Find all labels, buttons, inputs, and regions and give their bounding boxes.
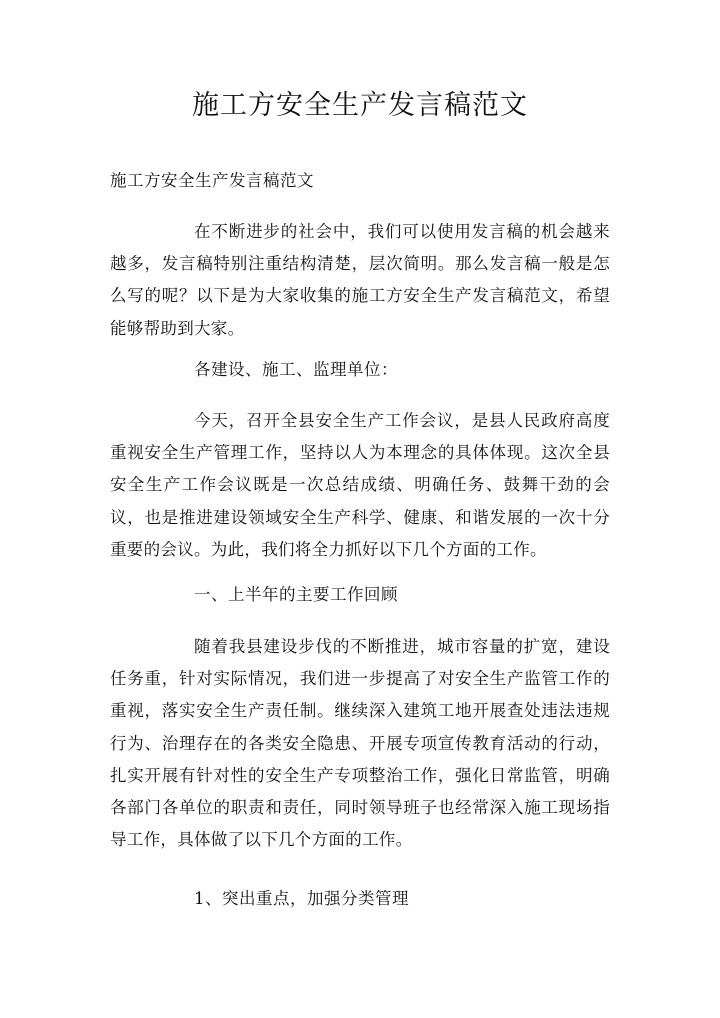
subsection-heading: 1、突出重点，加强分类管理 (194, 889, 409, 908)
section-heading: 一、上半年的主要工作回顾 (194, 585, 398, 604)
page-title: 施工方安全生产发言稿范文 (192, 90, 528, 121)
intro-paragraph: 在不断进步的社会中，我们可以使用发言稿的机会越来越多，发言稿特别注重结构清楚，层次简明。那么发言稿一般是怎么写的呢？以下是为大家收集的施工方安全生产发言稿范文，希望能够帮助到大家。 (110, 222, 610, 338)
opening-paragraph: 今天，召开全县安全生产工作会议，是县人民政府高度重视安全生产管理工作，坚持以人为本理念的具体体现。这次全县安全生产工作会议既是一次总结成绩、明确任务、鼓舞干劲的会议，也是推进建设领域安全生产科学、健康、和谐发展的一次十分重要的会议。为此，我们将全力抓好以下几个方面的工作。 (110, 411, 610, 559)
review-paragraph: 随着我县建设步伐的不断推进，城市容量的扩宽，建设任务重，针对实际情况，我们进一步提高了对安全生产监管工作的重视，落实安全生产责任制。继续深入建筑工地开展查处违法违规行为、治理存在的各类安全隐患、开展专项宣传教育活动的行动，扎实开展有针对性的安全生产专项整治工作，强化日常监管，明确各部门各单位的职责和责任，同时领导班子也经常深入施工现场指导工作，具体做了以下几个方面的工作。 (110, 637, 610, 850)
document-subtitle: 施工方安全生产发言稿范文 (110, 171, 314, 190)
salutation: 各建设、施工、监理单位： (194, 360, 398, 379)
